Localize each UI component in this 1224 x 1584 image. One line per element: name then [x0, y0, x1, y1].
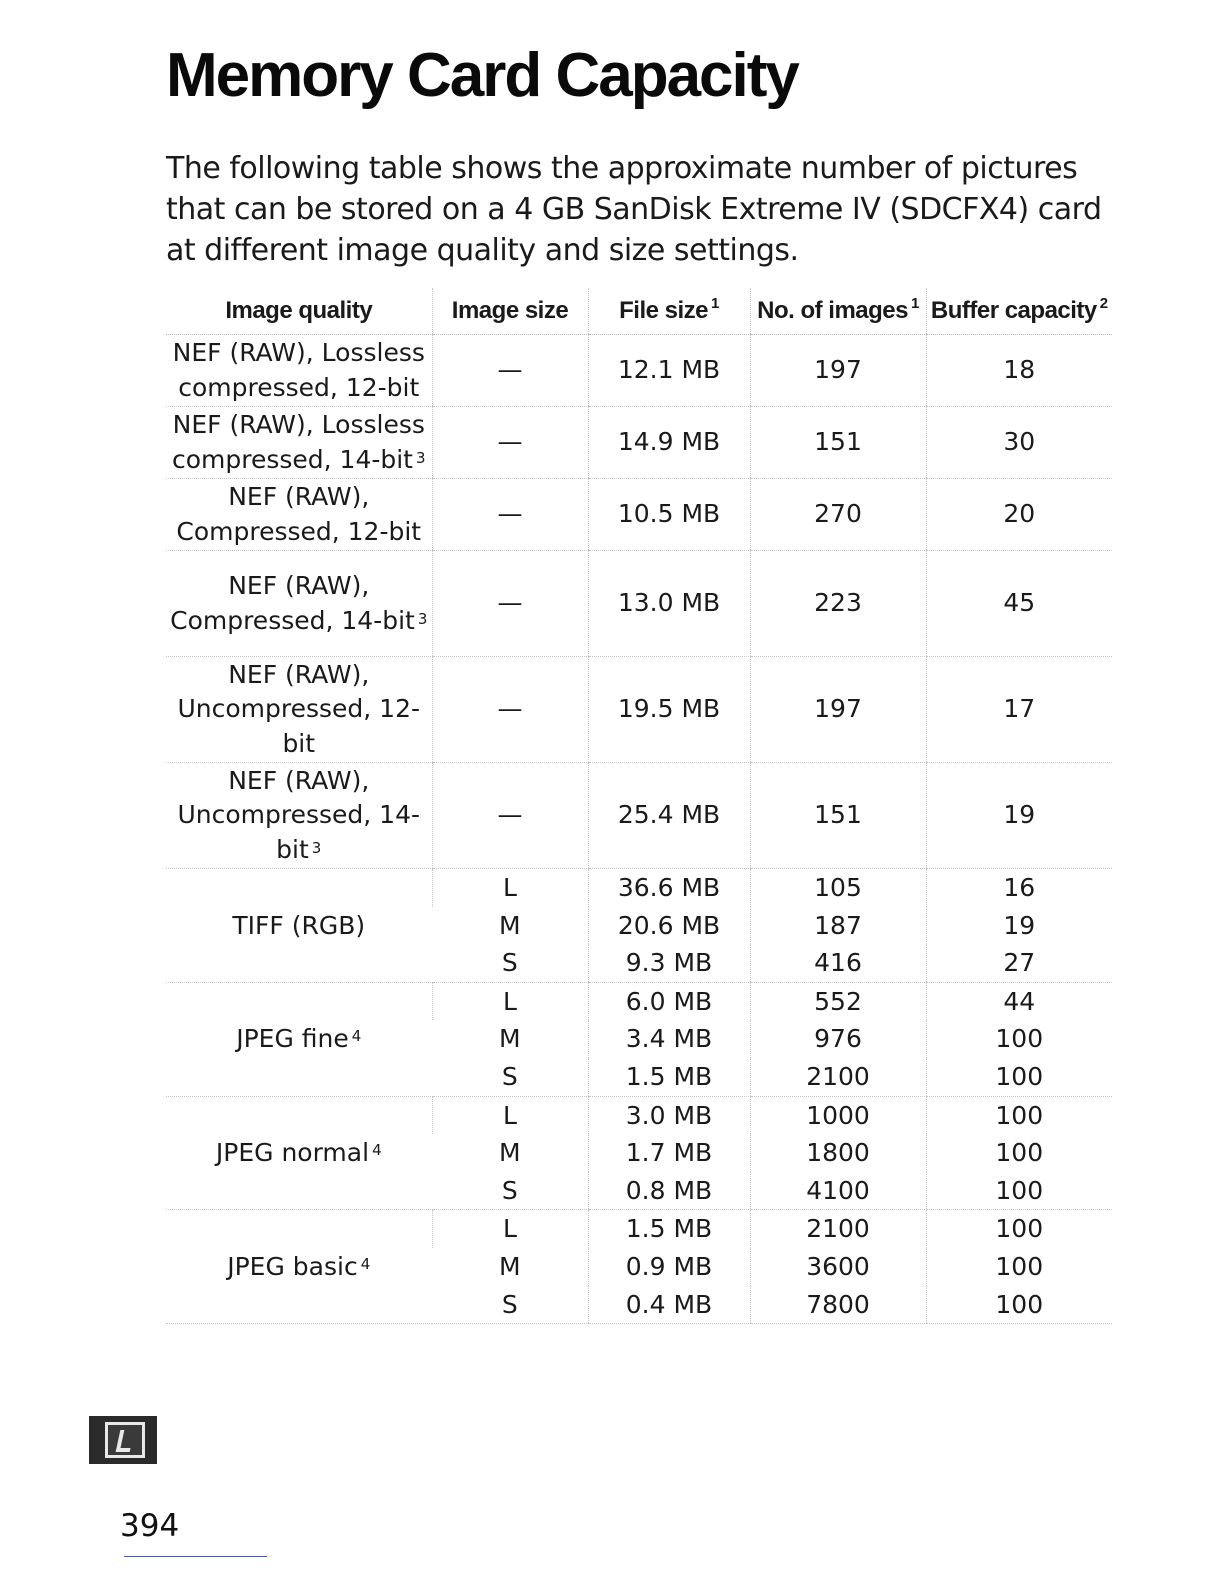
file-size-cell: 0.8 MB — [588, 1172, 750, 1210]
image-size-cell: L — [432, 869, 588, 907]
table-row — [166, 407, 1112, 479]
number-of-images-cell: 552 — [750, 982, 926, 1020]
number-of-images-cell: 270 — [750, 479, 926, 551]
table-header-row — [166, 288, 1112, 335]
image-size-cell: L — [432, 982, 588, 1020]
buffer-capacity-cell: 100 — [926, 1096, 1112, 1134]
image-quality-cell: TIFF (RGB) — [166, 869, 432, 983]
file-size-cell: 19.5 MB — [588, 657, 750, 763]
footnote-marker: 3 — [311, 838, 322, 857]
image-size-cell: S — [432, 1058, 588, 1096]
buffer-capacity-cell: 100 — [926, 1286, 1112, 1324]
image-size-cell: — — [432, 551, 588, 657]
buffer-capacity-cell: 17 — [926, 657, 1112, 763]
buffer-capacity-cell: 16 — [926, 869, 1112, 907]
image-quality-cell: NEF (RAW), Lossless compressed, 12-bit — [166, 335, 432, 407]
header-image-quality: Image quality — [166, 288, 432, 335]
buffer-capacity-cell: 100 — [926, 1210, 1112, 1248]
table-body — [166, 335, 1112, 1324]
image-size-cell: M — [498, 1251, 521, 1281]
buffer-capacity-cell: 100 — [926, 1172, 1112, 1210]
page-number-rule — [124, 1556, 267, 1557]
number-of-images-cell: 3600 — [750, 1248, 926, 1286]
number-of-images-cell: 416 — [750, 944, 926, 982]
buffer-capacity-cell: 100 — [926, 1134, 1112, 1172]
file-size-cell: 0.4 MB — [588, 1286, 750, 1324]
page-title: Memory Card Capacity — [166, 41, 798, 110]
file-size-cell: 3.0 MB — [588, 1096, 750, 1134]
file-size-cell: 1.5 MB — [588, 1058, 750, 1096]
header-number-of-images: No. of images $^1$ — [750, 288, 926, 335]
image-quality-cell: JPEG basic $^4$ — [166, 1210, 432, 1324]
file-size-cell: 0.9 MB — [588, 1248, 750, 1286]
intro-paragraph: The following table shows the approximate number of pictures that can be stored on a 4 GB SanDisk Extreme IV (SDCFX4) card at different image quality and size settings. — [166, 151, 1102, 268]
footnote-marker: 4 — [360, 1254, 371, 1273]
table-row — [166, 982, 1112, 1020]
file-size-cell: 1.5 MB — [588, 1210, 750, 1248]
buffer-capacity-cell: 18 — [926, 335, 1112, 407]
page-number: 394 — [120, 1508, 180, 1544]
buffer-capacity-cell: 19 — [926, 907, 1112, 945]
image-quality-cell: NEF (RAW), Compressed, 12-bit — [166, 479, 432, 551]
file-size-cell: 3.4 MB — [588, 1020, 750, 1058]
image-quality-cell: JPEG normal $^4$ — [166, 1096, 432, 1210]
file-size-cell: 1.7 MB — [588, 1134, 750, 1172]
header-file-size: File size $^1$ — [588, 288, 750, 335]
footnote-marker: 4 — [351, 1027, 362, 1046]
image-size-cell: — — [432, 407, 588, 479]
table-row — [166, 1096, 1112, 1134]
number-of-images-cell: 976 — [750, 1020, 926, 1058]
file-size-cell: 9.3 MB — [588, 944, 750, 982]
table-row — [166, 551, 1112, 657]
buffer-capacity-cell: 100 — [926, 1248, 1112, 1286]
image-size-cell: M — [498, 1138, 521, 1168]
playback-menu-icon — [89, 1416, 157, 1464]
buffer-capacity-cell: 30 — [926, 407, 1112, 479]
number-of-images-cell: 4100 — [750, 1172, 926, 1210]
image-size-cell: S — [432, 944, 588, 982]
file-size-cell: 6.0 MB — [588, 982, 750, 1020]
number-of-images-cell: 197 — [750, 335, 926, 407]
image-size-cell: — — [432, 479, 588, 551]
number-of-images-cell: 1800 — [750, 1134, 926, 1172]
file-size-cell: 36.6 MB — [588, 869, 750, 907]
table-row — [166, 1210, 1112, 1248]
buffer-capacity-cell: 100 — [926, 1020, 1112, 1058]
image-quality-cell: NEF (RAW), Lossless compressed, 14-bit $^3$ — [166, 407, 432, 479]
image-size-cell: S — [432, 1286, 588, 1324]
table-row — [166, 657, 1112, 763]
number-of-images-cell: 187 — [750, 907, 926, 945]
image-quality-cell: NEF (RAW), Uncompressed, 14-bit $^3$ — [166, 763, 432, 869]
number-of-images-cell: 2100 — [750, 1058, 926, 1096]
memory-card-capacity-table — [166, 288, 1112, 1324]
buffer-capacity-cell: 44 — [926, 982, 1112, 1020]
table-row — [166, 479, 1112, 551]
image-size-cell: S — [432, 1172, 588, 1210]
header-buffer-capacity: Buffer capacity $^2$ — [926, 288, 1112, 335]
file-size-cell: 13.0 MB — [588, 551, 750, 657]
number-of-images-cell: 223 — [750, 551, 926, 657]
number-of-images-cell: 151 — [750, 407, 926, 479]
number-of-images-cell: 2100 — [750, 1210, 926, 1248]
number-of-images-cell: 151 — [750, 763, 926, 869]
image-quality-cell: NEF (RAW), Uncompressed, 12-bit — [166, 657, 432, 763]
footnote-marker: 2 — [1099, 295, 1108, 312]
buffer-capacity-cell: 45 — [926, 551, 1112, 657]
buffer-capacity-cell: 19 — [926, 763, 1112, 869]
image-size-cell: — — [432, 763, 588, 869]
header-image-size: Image size — [432, 288, 588, 335]
image-size-cell: M — [498, 1024, 521, 1054]
buffer-capacity-cell: 20 — [926, 479, 1112, 551]
image-quality-cell: JPEG fine $^4$ — [166, 982, 432, 1096]
table-row — [166, 869, 1112, 907]
file-size-cell: 12.1 MB — [588, 335, 750, 407]
number-of-images-cell: 105 — [750, 869, 926, 907]
file-size-cell: 10.5 MB — [588, 479, 750, 551]
number-of-images-cell: 1000 — [750, 1096, 926, 1134]
footnote-marker: 1 — [711, 295, 719, 312]
image-size-cell: L — [432, 1096, 588, 1134]
footnote-marker: 3 — [417, 609, 428, 628]
image-size-cell: — — [432, 335, 588, 407]
table-row — [166, 335, 1112, 407]
buffer-capacity-cell: 27 — [926, 944, 1112, 982]
file-size-cell: 20.6 MB — [588, 907, 750, 945]
image-size-cell: M — [498, 910, 521, 940]
footnote-marker: 3 — [415, 448, 426, 467]
footnote-marker: 4 — [372, 1141, 382, 1160]
image-size-cell: L — [432, 1210, 588, 1248]
number-of-images-cell: 7800 — [750, 1286, 926, 1324]
buffer-capacity-cell: 100 — [926, 1058, 1112, 1096]
number-of-images-cell: 197 — [750, 657, 926, 763]
table-row — [166, 763, 1112, 869]
file-size-cell: 14.9 MB — [588, 407, 750, 479]
image-quality-cell: NEF (RAW), Compressed, 14-bit $^3$ — [166, 551, 432, 657]
image-size-cell: — — [432, 657, 588, 763]
footnote-marker: 1 — [911, 295, 919, 312]
file-size-cell: 25.4 MB — [588, 763, 750, 869]
